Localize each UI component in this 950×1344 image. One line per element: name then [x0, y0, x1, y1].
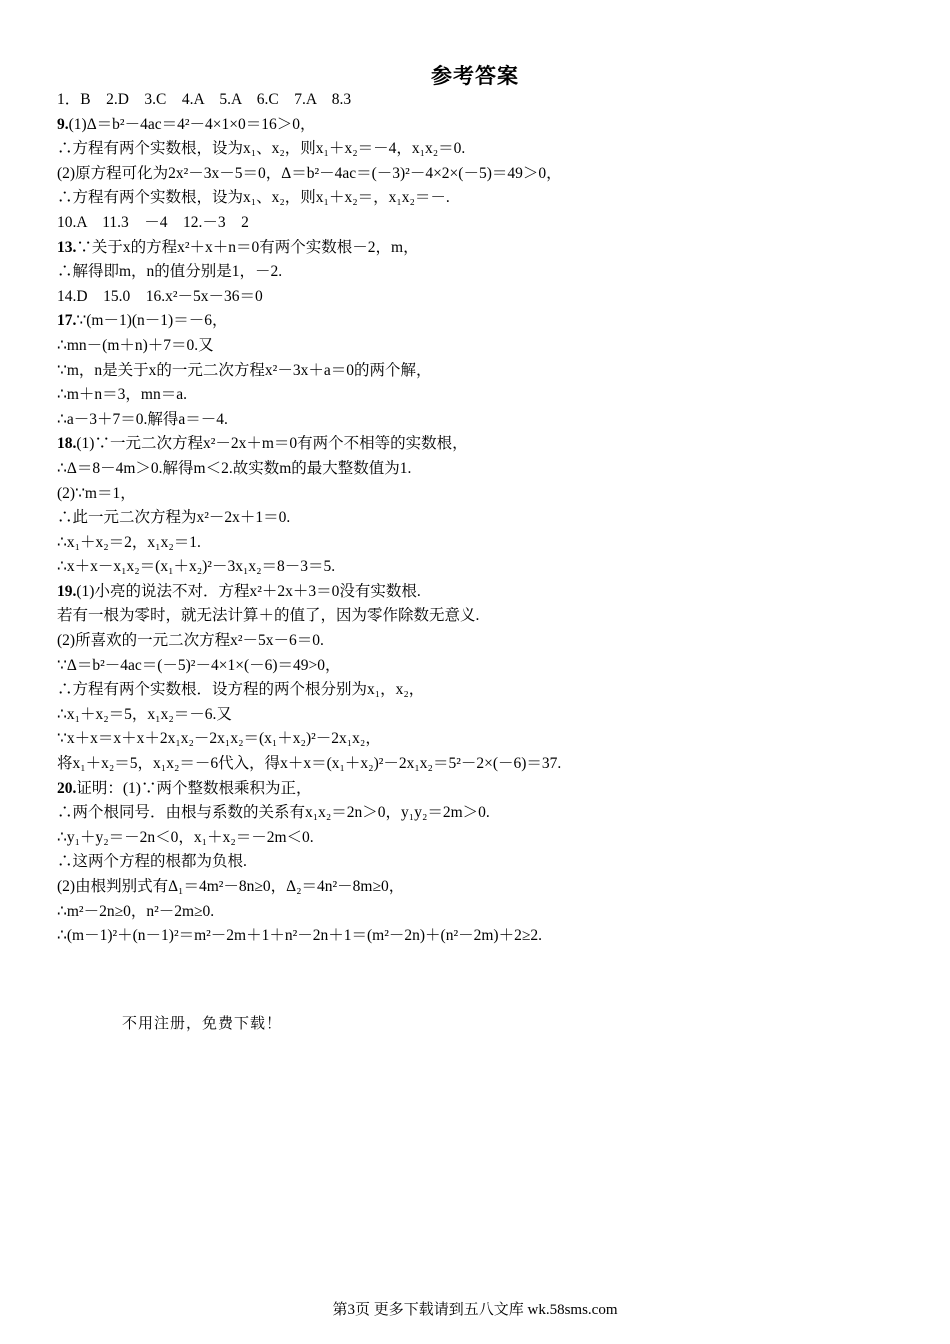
answer-text: ∴a－3＋7＝0.解得a＝－4. [57, 410, 228, 428]
question-number: 19. [57, 582, 77, 600]
answer-text: ∴mn－(m＋n)＋7＝0.又 [57, 336, 214, 354]
answer-line [57, 285, 917, 310]
answer-text: 将x₁＋x₂＝5，x₁x₂＝－6代入，得x＋x＝(x₁＋x₂)²－2x₁x₂＝5²－2×(－6)＝37. [57, 755, 562, 773]
answer-line [57, 334, 917, 359]
answer-text: (2)∵m＝1， [57, 484, 136, 502]
answer-text: ∵(m－1)(n－1)＝－6， [76, 312, 228, 330]
answer-line [57, 236, 917, 261]
answer-text: ∴m＋n＝3，mn＝a. [57, 386, 187, 404]
answer-text: ∴解得即m，n的值分别是1，－2. [57, 263, 283, 281]
answer-line [57, 457, 917, 482]
answer-line [57, 801, 917, 826]
answer-line [57, 850, 917, 875]
question-number: 20. [57, 779, 77, 797]
download-note: 不用注册，免费下载！ [122, 1016, 283, 1032]
answer-text: 14.D 15.0 16.x²－5x－36＝0 [57, 287, 263, 305]
answer-line [57, 900, 917, 925]
answer-text: 1．B 2.D 3.C 4.A 5.A 6.C 7.A 8.3 [57, 91, 352, 108]
answer-line [57, 826, 917, 851]
answer-line [57, 703, 917, 728]
answer-line [57, 580, 917, 605]
answer-text: ∴m²－2n≥0，n²－2m≥0. [57, 902, 215, 920]
answer-text: ∴Δ＝8－4m＞0.解得m＜2.故实数m的最大整数值为1. [57, 459, 412, 477]
answer-text: (1)∵一元二次方程x²－2x＋m＝0有两个不相等的实数根， [76, 435, 468, 453]
answer-line [57, 629, 917, 654]
answer-text: ∴此一元二次方程为x²－2x＋1＝0. [57, 509, 291, 527]
question-number: 9. [57, 115, 69, 133]
answer-text: ∴x₁＋x₂＝5，x₁x₂＝－6.又 [57, 705, 232, 723]
answer-list [57, 88, 917, 949]
answer-text: ∴方程有两个实数根，设为x₁、x₂，则x₁＋x₂＝，x₁x₂＝－. [57, 189, 450, 207]
page-title: 参考答案 [431, 64, 519, 88]
answer-text: ∴方程有两个实数根，设为x₁、x₂，则x₁＋x₂＝－4，x₁x₂＝0. [57, 140, 466, 158]
answer-line [57, 727, 917, 752]
answer-line [57, 432, 917, 457]
answer-text: ∵关于x的方程x²＋x＋n＝0有两个实数根－2，m， [76, 238, 419, 256]
answer-line [57, 137, 917, 162]
answer-line [57, 260, 917, 285]
answer-text: ∴方程有两个实数根．设方程的两个根分别为x₁，x₂， [57, 681, 425, 699]
answer-line [57, 752, 917, 777]
answer-text: ∴x＋x－x₁x₂＝(x₁＋x₂)²－3x₁x₂＝8－3＝5. [57, 558, 336, 576]
answer-line [57, 88, 917, 113]
answer-line [57, 162, 917, 187]
answer-text: (2)所喜欢的一元二次方程x²－5x－6＝0. [57, 632, 324, 650]
answer-text: (1)Δ＝b²－4ac＝4²－4×1×0＝16＞0， [68, 115, 316, 133]
question-number: 13. [57, 238, 77, 256]
question-number: 18. [57, 435, 77, 453]
answer-text: ∴x₁＋x₂＝2，x₁x₂＝1. [57, 533, 201, 551]
answer-text: ∵Δ＝b²－4ac＝(－5)²－4×1×(－6)＝49>0， [57, 656, 341, 674]
answer-line [57, 186, 917, 211]
answer-text: ∵m，n是关于x的一元二次方程x²－3x＋a＝0的两个解， [57, 361, 432, 379]
answer-text: (1)小亮的说法不对．方程x²＋2x＋3＝0没有实数根. [76, 582, 421, 600]
answer-line [57, 654, 917, 679]
answer-line [57, 482, 917, 507]
answer-text: 10.A 11.3 －4 12.－3 2 [57, 213, 249, 231]
answer-line [57, 408, 917, 433]
answer-line [57, 555, 917, 580]
answer-line [57, 678, 917, 703]
answer-line [57, 604, 917, 629]
answer-line [57, 924, 917, 949]
answer-line [57, 359, 917, 384]
answer-text: (2)原方程可化为2x²－3x－5＝0，Δ＝b²－4ac＝(－3)²－4×2×(－5)＝49＞0， [57, 164, 562, 182]
page-footer: 第3页 更多下载请到五八文库 wk.58sms.com [332, 1302, 618, 1318]
answer-line [57, 113, 917, 138]
answer-line [57, 506, 917, 531]
answer-text: (2)由根判别式有Δ₁＝4m²－8n≥0，Δ₂＝4n²－8m≥0， [57, 878, 405, 895]
answer-text: ∴y₁＋y₂＝－2n＜0，x₁＋x₂＝－2m＜0. [57, 828, 314, 846]
answer-line [57, 211, 917, 236]
answer-text: ∴两个根同号．由根与系数的关系有x₁x₂＝2n＞0，y₁y₂＝2m＞0. [57, 804, 490, 822]
answer-line [57, 777, 917, 802]
answer-line [57, 531, 917, 556]
answer-text: 证明：(1)∵两个整数根乘积为正， [76, 779, 312, 797]
answer-text: ∴(m－1)²＋(n－1)²＝m²－2m＋1＋n²－2n＋1＝(m²－2n)＋(n²－2m)＋2≥2. [57, 927, 542, 945]
answer-text: 若有一根为零时，就无法计算＋的值了，因为零作除数无意义. [57, 607, 480, 625]
answer-text: ∴这两个方程的根都为负根. [57, 853, 247, 871]
question-number: 17. [57, 312, 77, 330]
answer-line [57, 383, 917, 408]
answer-line [57, 309, 917, 334]
answer-text: ∵x＋x＝x＋x＋2x₁x₂－2x₁x₂＝(x₁＋x₂)²－2x₁x₂， [57, 730, 381, 748]
answer-line [57, 875, 917, 900]
